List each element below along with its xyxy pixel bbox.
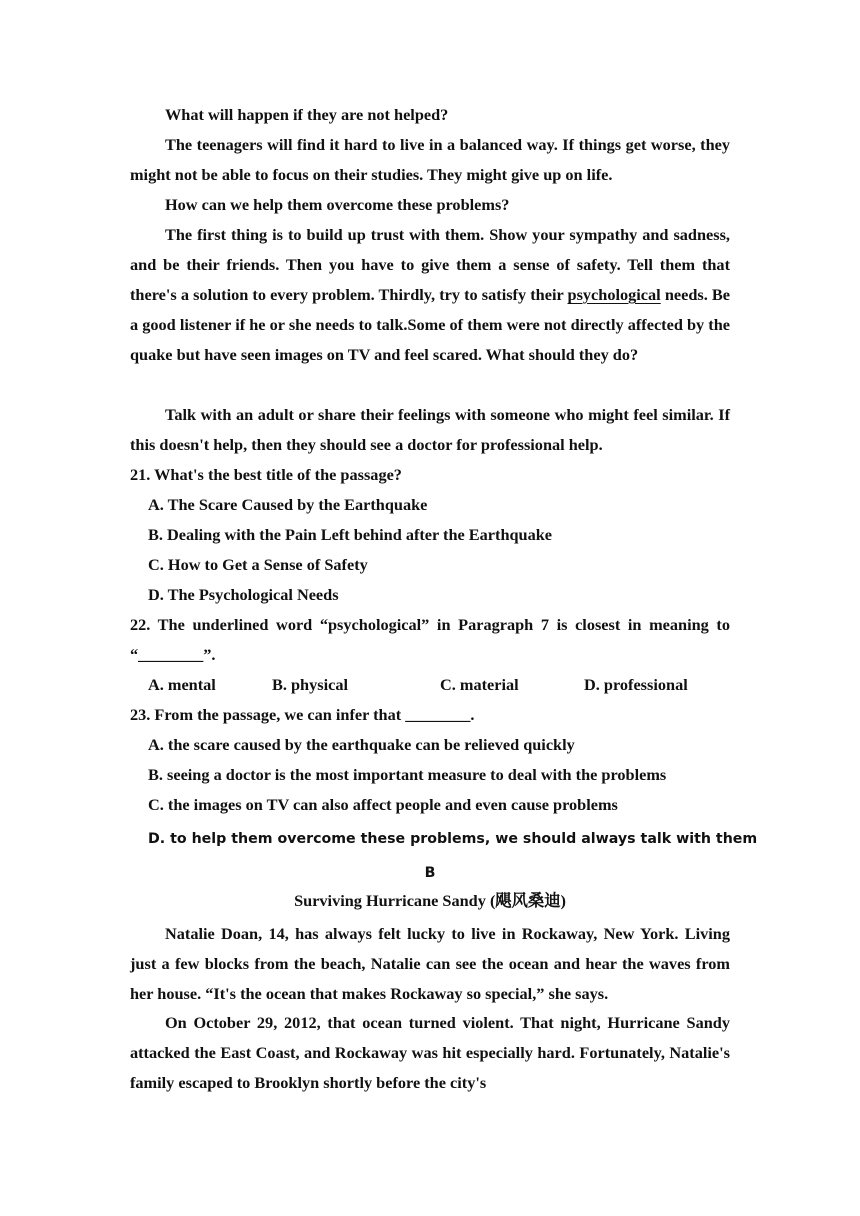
question-23: 23. From the passage, we can infer that ________. <box>130 705 475 724</box>
q22-option-d: D. professional <box>584 675 688 694</box>
q22-option-a: A. mental <box>148 675 216 694</box>
paragraph-hurricane: On October 29, 2012, that ocean turned violent. That night, Hurricane Sandy attacked the East Coast, and Rockaway was hit especially hard. Fortunately, Natalie's family escaped to Brooklyn shortly before the city's <box>130 1013 730 1092</box>
paragraph-natalie: Natalie Doan, 14, has always felt lucky to live in Rockaway, New York. Living just a few blocks from the beach, Natalie can see the ocean and hear the waves from her house. “It's the ocean that makes Rockaway so special,” she says. <box>130 924 730 1003</box>
q21-option-b: B. Dealing with the Pain Left behind after the Earthquake <box>148 525 553 544</box>
q21-option-d: D. The Psychological Needs <box>148 585 339 604</box>
q23-option-b: B. seeing a doctor is the most important measure to deal with the problems <box>148 765 667 784</box>
paragraph-talk: Talk with an adult or share their feelings with someone who might feel similar. If this doesn't help, then they should see a doctor for professional help. <box>130 405 730 454</box>
q23-option-d: D. to help them overcome these problems, we should always talk with them <box>148 831 758 847</box>
q22-option-c: C. material <box>440 675 519 694</box>
q22-option-b: B. physical <box>272 675 349 694</box>
q21-option-a: A. The Scare Caused by the Earthquake <box>148 495 428 514</box>
q21-option-c: C. How to Get a Sense of Safety <box>148 555 368 574</box>
question-21: 21. What's the best title of the passage? <box>130 465 402 484</box>
passage-title: Surviving Hurricane Sandy (飓风桑迪) <box>294 891 566 910</box>
question-22: 22. The underlined word “psychological” in Paragraph 7 is closest in meaning to “________”. <box>130 615 730 664</box>
underlined-word: psychological <box>567 285 661 304</box>
q-what-happen: What will happen if they are not helped? <box>165 105 449 124</box>
section-label: B <box>424 865 436 881</box>
q-how-help: How can we help them overcome these problems? <box>165 195 510 214</box>
paragraph-consequences: The teenagers will find it hard to live in a balanced way. If things get worse, they might not be able to focus on their studies. They might give up on life. <box>130 135 730 184</box>
q23-option-c: C. the images on TV can also affect people and even cause problems <box>148 795 618 814</box>
q23-option-a: A. the scare caused by the earthquake can be relieved quickly <box>148 735 575 754</box>
paragraph-help: The first thing is to build up trust with them. Show your sympathy and sadness, and be their friends. Then you have to give them a sense of safety. Tell them that there's a solution to every problem. Thirdly, try to satisfy their psychological needs. Be a good listener if he or she needs to talk.Some of them were not directly affected by the quake but have seen images on TV and feel scared. What should they do? <box>130 225 730 364</box>
